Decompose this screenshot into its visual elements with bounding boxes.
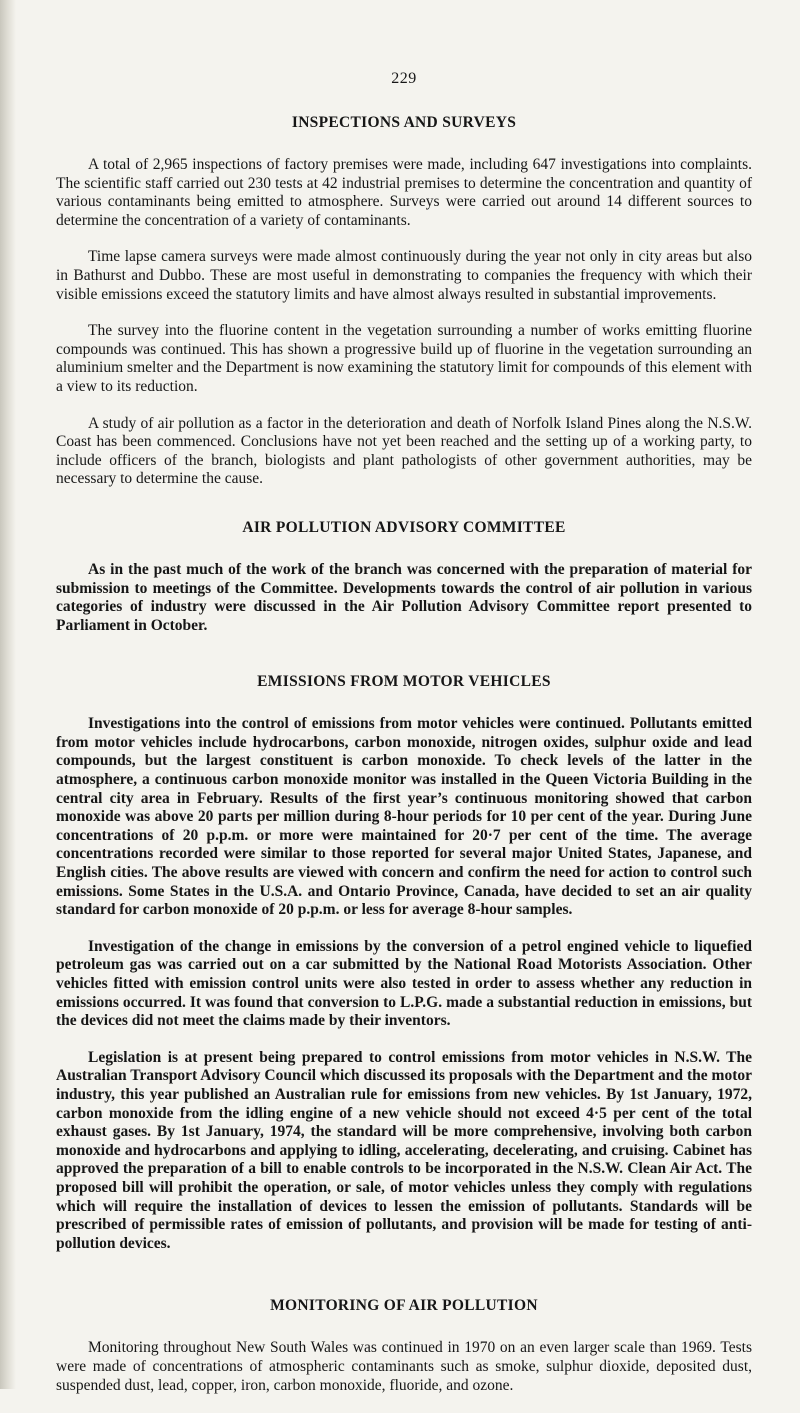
- section-heading-air-pollution-advisory-committee: AIR POLLUTION ADVISORY COMMITTEE: [242, 518, 566, 536]
- section-monitoring-of-air-pollution: [56, 1297, 752, 1395]
- paragraph: A study of air pollution as a factor in the deterioration and death of Norfolk Island Pines along the N.S.W. Coast has been commenced. Conclusions have not yet been reached and the setting up of a working party, to include officers of the branch, biologists and plant pathologists of other government authorities, may be necessary to determine the cause.: [56, 414, 752, 488]
- section-heading-monitoring-of-air-pollution: MONITORING OF AIR POLLUTION: [270, 1297, 538, 1315]
- section-heading-inspections-and-surveys: INSPECTIONS AND SURVEYS: [291, 114, 517, 131]
- paragraph: Monitoring throughout New South Wales was continued in 1970 on an even larger scale than 1969. Tests were made of concentrations of atmospheric contaminants such as smoke, sulphur dioxide, deposited dust, suspended dust, lead, copper, iron, carbon monoxide, fluoride, and ozone.: [56, 1339, 752, 1394]
- paragraph: The survey into the fluorine content in the vegetation surrounding a number of works emitting fluorine compounds was continued. This has shown a progressive build up of fluorine in the vegetation surrounding an aluminium smelter and the Department is now examining the statutory limit for compounds of this element with a view to its reduction.: [56, 322, 752, 395]
- paragraph: Investigations into the control of emissions from motor vehicles were continued. Pollutants emitted from motor vehicles include hydrocarbons, carbon monoxide, nitrogen oxides, sulphur oxide and lead compounds, but the largest constituent is carbon monoxide. To check levels of the latter in the atmosphere, a continuous carbon monoxide monitor was installed in the Queen Victoria Building in the central city area in February. Results of the first year’s continuous monitoring showed that carbon monoxide was above 20 parts per million during 8-hour periods for 10 per cent of the year. During June concentrations of 20 p.p.m. or more were maintained for 20·7 per cent of the time. The average concentrations recorded were similar to those reported for several major United States, Japanese, and English cities. The above results are viewed with concern and confirm the need for action to control such emissions. Some States in the U.S.A. and Ontario Province, Canada, have decided to set an air quality standard for carbon monoxide of 20 p.p.m. or less for average 8-hour samples.: [56, 715, 752, 919]
- section-inspections-and-surveys: [56, 114, 752, 489]
- page-number: 229: [391, 70, 417, 87]
- paragraph: A total of 2,965 inspections of factory premises were made, including 647 investigations into complaints. The scientific staff carried out 230 tests at 42 industrial premises to determine the concentration and quantity of various contaminants being emitted to atmosphere. Surveys were carried out around 14 different sources to determine the concentration of a variety of contaminants.: [56, 156, 752, 229]
- section-air-pollution-advisory-committee: [56, 519, 752, 635]
- paragraph: Investigation of the change in emissions by the conversion of a petrol engined vehicle to liquefied petroleum gas was carried out on a car submitted by the National Road Motorists Association. Other vehicles fitted with emission control units were also tested in order to assess whether any reduction in emissions occurred. It was found that conversion to L.P.G. made a substantial reduction in emissions, but the devices did not meet the claims made by their inventors.: [56, 937, 752, 1030]
- section-heading-emissions-from-motor-vehicles: EMISSIONS FROM MOTOR VEHICLES: [257, 673, 551, 691]
- paragraph: Time lapse camera surveys were made almost continuously during the year not only in city areas but also in Bathurst and Dubbo. These are most useful in demonstrating to companies the frequency with which their visible emissions exceed the statutory limits and have almost always resulted in substantial improvements.: [56, 248, 752, 303]
- document-page: [56, 70, 752, 1413]
- scanned-page-edge: [0, 0, 16, 1389]
- section-emissions-from-motor-vehicles: [56, 673, 752, 1253]
- paragraph: As in the past much of the work of the branch was concerned with the preparation of material for submission to meetings of the Committee. Developments towards the control of air pollution in various categories of industry were discussed in the Air Pollution Advisory Committee report presented to Parliament in October.: [56, 560, 752, 634]
- paragraph: Legislation is at present being prepared to control emissions from motor vehicles in N.S.W. The Australian Transport Advisory Council which discussed its proposals with the Department and the motor industry, this year published an Australian rule for emissions from new vehicles. By 1st January, 1972, carbon monoxide from the idling engine of a new vehicle should not exceed 4·5 per cent of the total exhaust gases. By 1st January, 1974, the standard will be more comprehensive, involving both carbon monoxide and hydrocarbons and applying to idling, accelerating, decelerating, and cruising. Cabinet has approved the preparation of a bill to enable controls to be incorporated in the N.S.W. Clean Air Act. The proposed bill will prohibit the operation, or sale, of motor vehicles unless they comply with regulations which will require the installation of devices to lessen the emission of pollutants. Standards will be prescribed of permissible rates of emission of pollutants, and provision will be made for testing of anti-pollution devices.: [56, 1048, 752, 1252]
